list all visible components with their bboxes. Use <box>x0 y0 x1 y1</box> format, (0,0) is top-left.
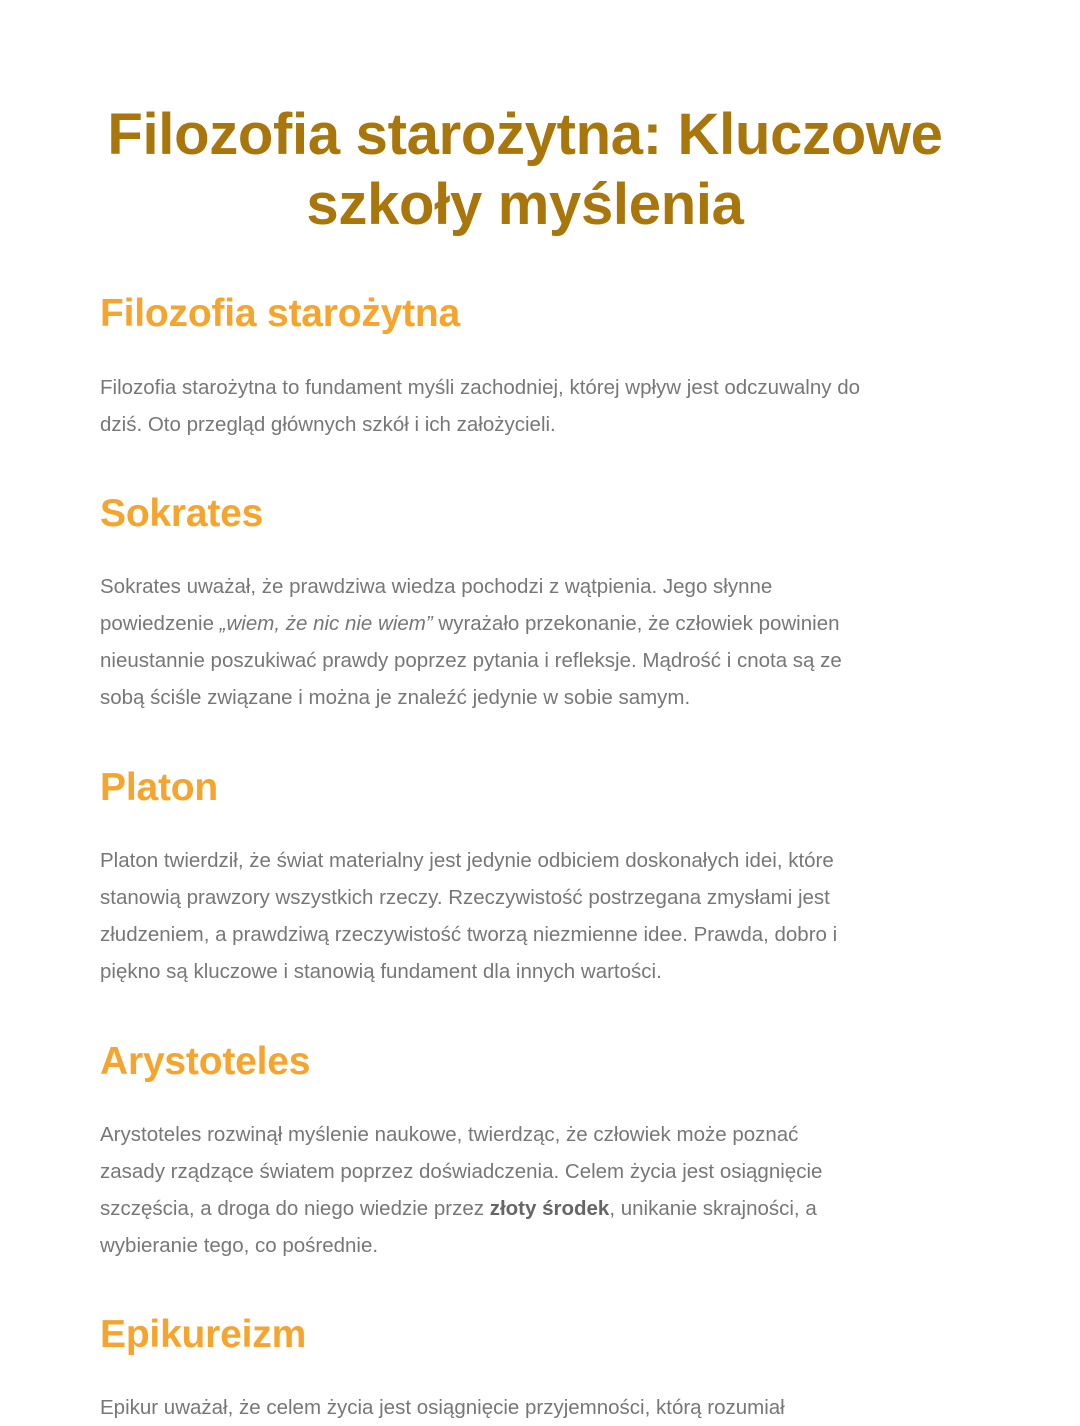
section-epikureizm <box>100 1311 980 1426</box>
section-sokrates <box>100 490 980 716</box>
section-platon <box>100 764 980 990</box>
paragraph-text: , unikanie skrajności, a wybieranie tego, co pośrednie. <box>100 1197 817 1257</box>
section-heading: Sokrates <box>100 492 264 535</box>
section-paragraph <box>100 568 980 716</box>
paragraph-text: wyrażało przekonanie, że człowiek powinien nieustannie poszukiwać prawdy poprzez pytania i refleksje. Mądrość i cnota są ze sobą ściśle związane i można je znaleźć jedynie w sobie samym. <box>100 612 842 709</box>
section-heading: Filozofia starożytna <box>100 292 461 335</box>
famous-quote: „wiem, że nic nie wiem” <box>219 612 433 635</box>
section-paragraph: Epikur uważał, że celem życia jest osiągnięcie przyjemności, którą rozumiał <box>100 1396 785 1419</box>
section-arystoteles <box>100 1038 980 1264</box>
section-paragraph: Platon twierdził, że świat materialny jest jedynie odbiciem doskonałych idei, które stanowią prawzory wszystkich rzeczy. Rzeczywistość postrzegana zmysłami jest złudzeniem, a prawdziwą rzeczywistość tworzą niezmienne idee. Prawda, dobro i piękno są kluczowe i stanowią fundament dla innych wartości. <box>100 849 838 983</box>
section-paragraph <box>100 1116 980 1264</box>
section-heading: Platon <box>100 766 218 809</box>
paragraph-text: Arystoteles rozwinął myślenie naukowe, twierdząc, że człowiek może poznać zasady rządzące światem poprzez doświadczenia. Celem życia jest osiągnięcie szczęścia, a droga do niego wiedzie przez <box>100 1123 823 1220</box>
section-heading: Epikureizm <box>100 1313 307 1356</box>
section-heading: Arystoteles <box>100 1040 311 1083</box>
paragraph-text: Sokrates uważał, że prawdziwa wiedza pochodzi z wątpienia. Jego słynne powiedzenie <box>100 575 773 635</box>
document-title: Filozofia starożytna: Kluczowe szkoły myślenia <box>107 102 943 237</box>
section-paragraph: Filozofia starożytna to fundament myśli zachodniej, której wpływ jest odczuwalny do dziś. Oto przegląd głównych szkół i ich założycieli. <box>100 376 860 436</box>
emphasis-golden-mean: złoty środek <box>489 1197 610 1220</box>
section-ancient-philosophy <box>100 290 980 443</box>
